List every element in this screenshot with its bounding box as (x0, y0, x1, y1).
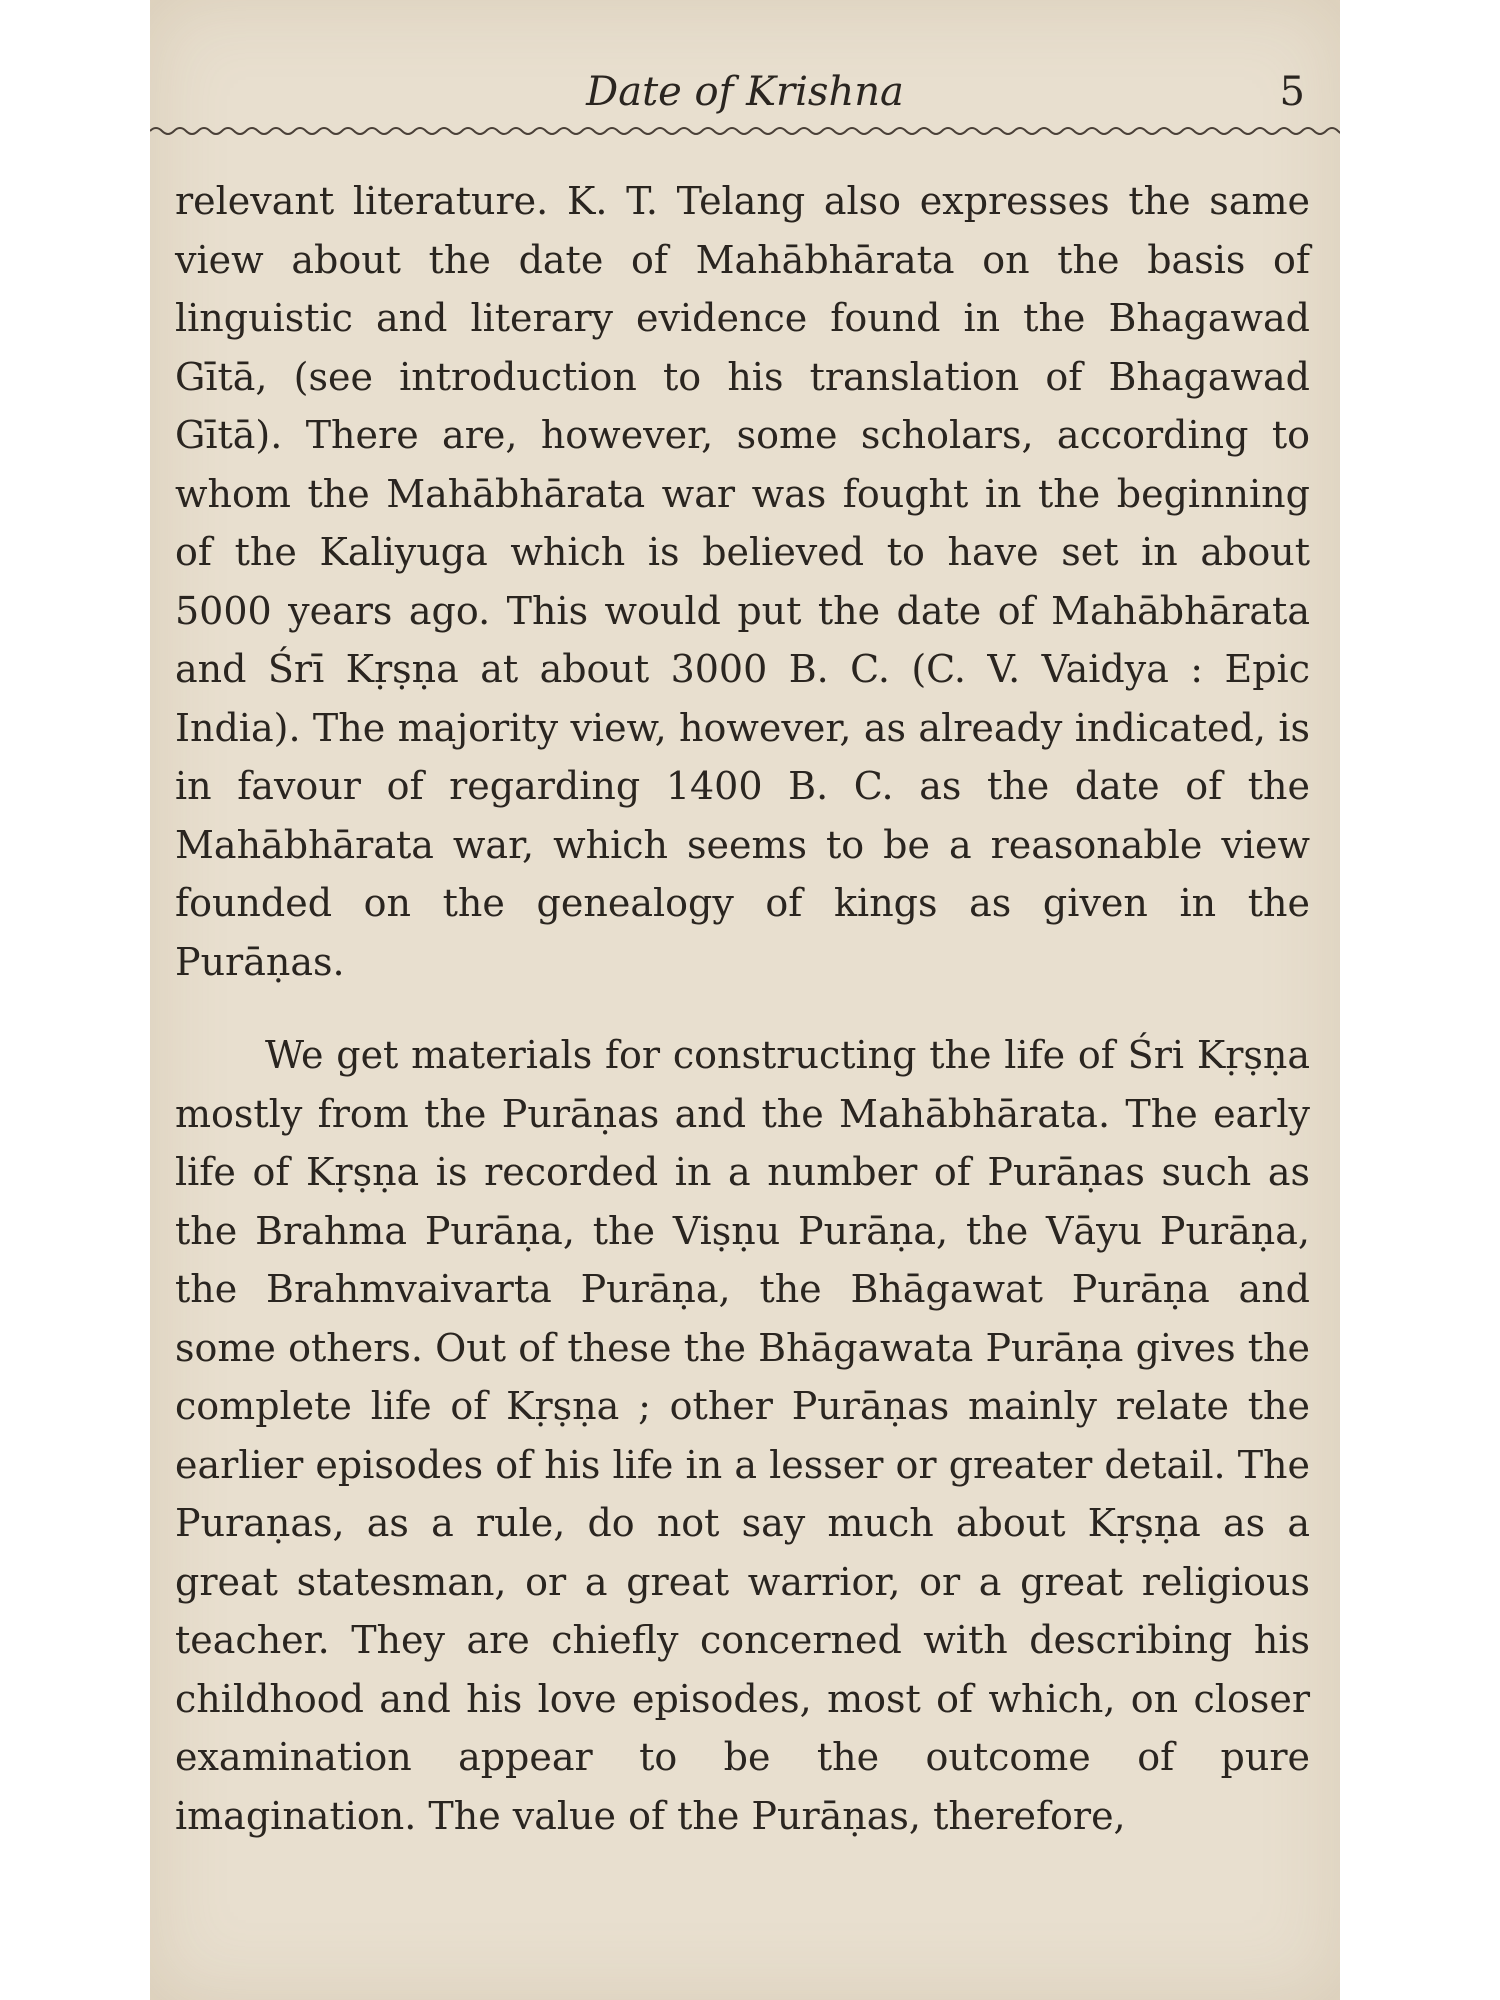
paragraph-1: relevant literature. K. T. Telang also expresses the same view about the date of Mahābhārata on the basis of linguistic and literary evidence found in the Bhagawad Gītā, (see introduction to his translation of Bhagawad Gītā). There are, however, some scholars, according to whom the Mahābhārata war was fought in the beginning of the Kaliyuga which is believed to have set in about 5000 years ago. This would put the date of Mahābhārata and Śrī Kṛṣṇa at about 3000 B. C. (C. V. Vaidya : Epic India). The majority view, however, as already indicated, is in favour of regarding 1400 B. C. as the date of the Mahābhārata war, which seems to be a reasonable view founded on the genealogy of kings as given in the Purāṇas. (175, 179, 1310, 984)
page-number: 5 (1279, 69, 1305, 115)
page-header (150, 62, 1340, 122)
paragraph-2: We get materials for constructing the life of Śri Kṛṣṇa mostly from the Purāṇas and the Mahābhārata. The early life of Kṛṣṇa is recorded in a number of Purāṇas such as the Brahma Purāṇa, the Viṣṇu Purāṇa, the Vāyu Purāṇa, the Brahmvaivarta Purāṇa, the Bhāgawat Purāṇa and some others. Out of these the Bhāgawata Purāṇa gives the complete life of Kṛṣṇa ; other Purāṇas mainly relate the earlier episodes of his life in a lesser or greater detail. The Puraṇas, as a rule, do not say much about Kṛṣṇa as a great statesman, or a great warrior, or a great religious teacher. They are chiefly concerned with describing his childhood and his love episodes, most of which, on closer examination appear to be the outcome of pure imagination. The value of the Purāṇas, therefore, (175, 1033, 1310, 1838)
running-title: Date of Krishna (586, 69, 904, 115)
body-text (175, 172, 1310, 1845)
book-page (150, 0, 1340, 2000)
wavy-rule (150, 124, 1340, 138)
